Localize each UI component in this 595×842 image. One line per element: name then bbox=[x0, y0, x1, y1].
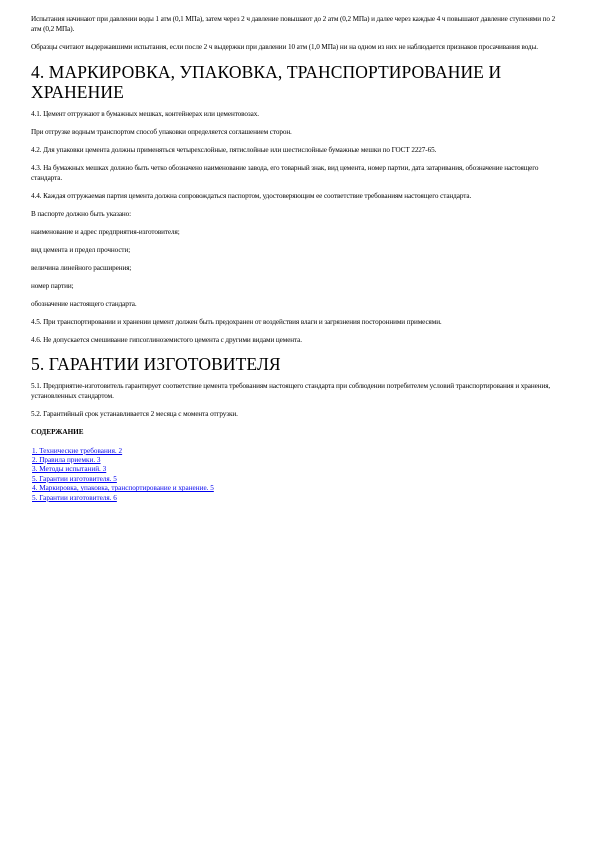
section-5-heading: 5. ГАРАНТИИ ИЗГОТОВИТЕЛЯ bbox=[31, 354, 281, 374]
toc-item bbox=[32, 484, 566, 493]
paragraph-4-5: 4.5. При транспортировании и хранении цемент должен быть предохранен от воздействия влаги и загрязнения посторонними примесями. bbox=[31, 318, 442, 326]
paragraph-passport-item-1: наименование и адрес предприятия-изготовителя; bbox=[31, 228, 180, 236]
paragraph-4-6: 4.6. Не допускается смешивание гипсоглиноземистого цемента с другими видами цемента. bbox=[31, 336, 302, 344]
paragraph-passport-item-2: вид цемента и предел прочности; bbox=[31, 246, 131, 254]
toc-link[interactable]: 2. Правила приемки. 3 bbox=[32, 455, 101, 464]
toc-item bbox=[32, 465, 566, 474]
paragraph-4-3: 4.3. На бумажных мешках должно быть четко обозначено наименование завода, его товарный знак, вид цемента, номер партии, дата затаривания, обозначение настоящего стандарта. bbox=[31, 164, 539, 182]
toc-item bbox=[32, 475, 566, 484]
table-of-contents bbox=[31, 447, 566, 503]
paragraph-test-procedure: Испытания начинают при давлении воды 1 атм (0,1 МПа), затем через 2 ч давление повышают до 2 атм (0,2 МПа) и далее через каждые 4 ч повышают давление ступенями по 2 атм (0,2 МПа). bbox=[31, 15, 556, 33]
paragraph-test-result: Образцы считают выдержавшими испытания, если после 2 ч выдержки при давлении 10 атм (1,0 МПа) ни на одном из них не наблюдается признаков просачивания воды. bbox=[31, 43, 538, 51]
document-page bbox=[31, 14, 566, 503]
section-4-heading: 4. МАРКИРОВКА, УПАКОВКА, ТРАНСПОРТИРОВАНИЕ И ХРАНЕНИЕ bbox=[31, 62, 502, 102]
paragraph-shipping-water: При отгрузке водным транспортом способ упаковки определяется соглашением сторон. bbox=[31, 128, 292, 136]
paragraph-passport-item-3: величина линейного расширения; bbox=[31, 264, 132, 272]
toc-item bbox=[32, 494, 566, 503]
paragraph-passport-intro: В паспорте должно быть указано: bbox=[31, 210, 132, 218]
toc-item bbox=[32, 447, 566, 456]
paragraph-4-1: 4.1. Цемент отгружают в бумажных мешках, контейнерах или цементовозах. bbox=[31, 110, 259, 118]
toc-title: СОДЕРЖАНИЕ bbox=[31, 427, 84, 436]
toc-link[interactable]: 3. Методы испытаний. 3 bbox=[32, 465, 107, 474]
toc-item bbox=[32, 456, 566, 465]
paragraph-4-4: 4.4. Каждая отгружаемая партия цемента должна сопровождаться паспортом, удостоверяющим ее соответствие требованиям настоящего стандарта. bbox=[31, 192, 472, 200]
paragraph-5-2: 5.2. Гарантийный срок устанавливается 2 месяца с момента отгрузки. bbox=[31, 409, 238, 418]
paragraph-4-2: 4.2. Для упаковки цемента должны применяться четырехслойные, пятислойные или шестислойные бумажные мешки по ГОСТ 2227-65. bbox=[31, 146, 437, 154]
paragraph-passport-item-4: номер партии; bbox=[31, 282, 74, 290]
toc-link[interactable]: 1. Технические требования. 2 bbox=[32, 446, 123, 455]
paragraph-5-1: 5.1. Предприятие-изготовитель гарантирует соответствие цемента требованиям настоящего стандарта при соблюдении потребителем условий транспортирования и хранения, установленных стандартом. bbox=[31, 381, 551, 400]
toc-link[interactable]: 4. Маркировка, упаковка, транспортирование и хранение. 5 bbox=[32, 484, 214, 493]
toc-link[interactable]: 5. Гарантии изготовителя. 5 bbox=[32, 474, 117, 483]
toc-link[interactable]: 5. Гарантии изготовителя. 6 bbox=[32, 493, 117, 502]
paragraph-passport-item-5: обозначение настоящего стандарта. bbox=[31, 300, 137, 308]
